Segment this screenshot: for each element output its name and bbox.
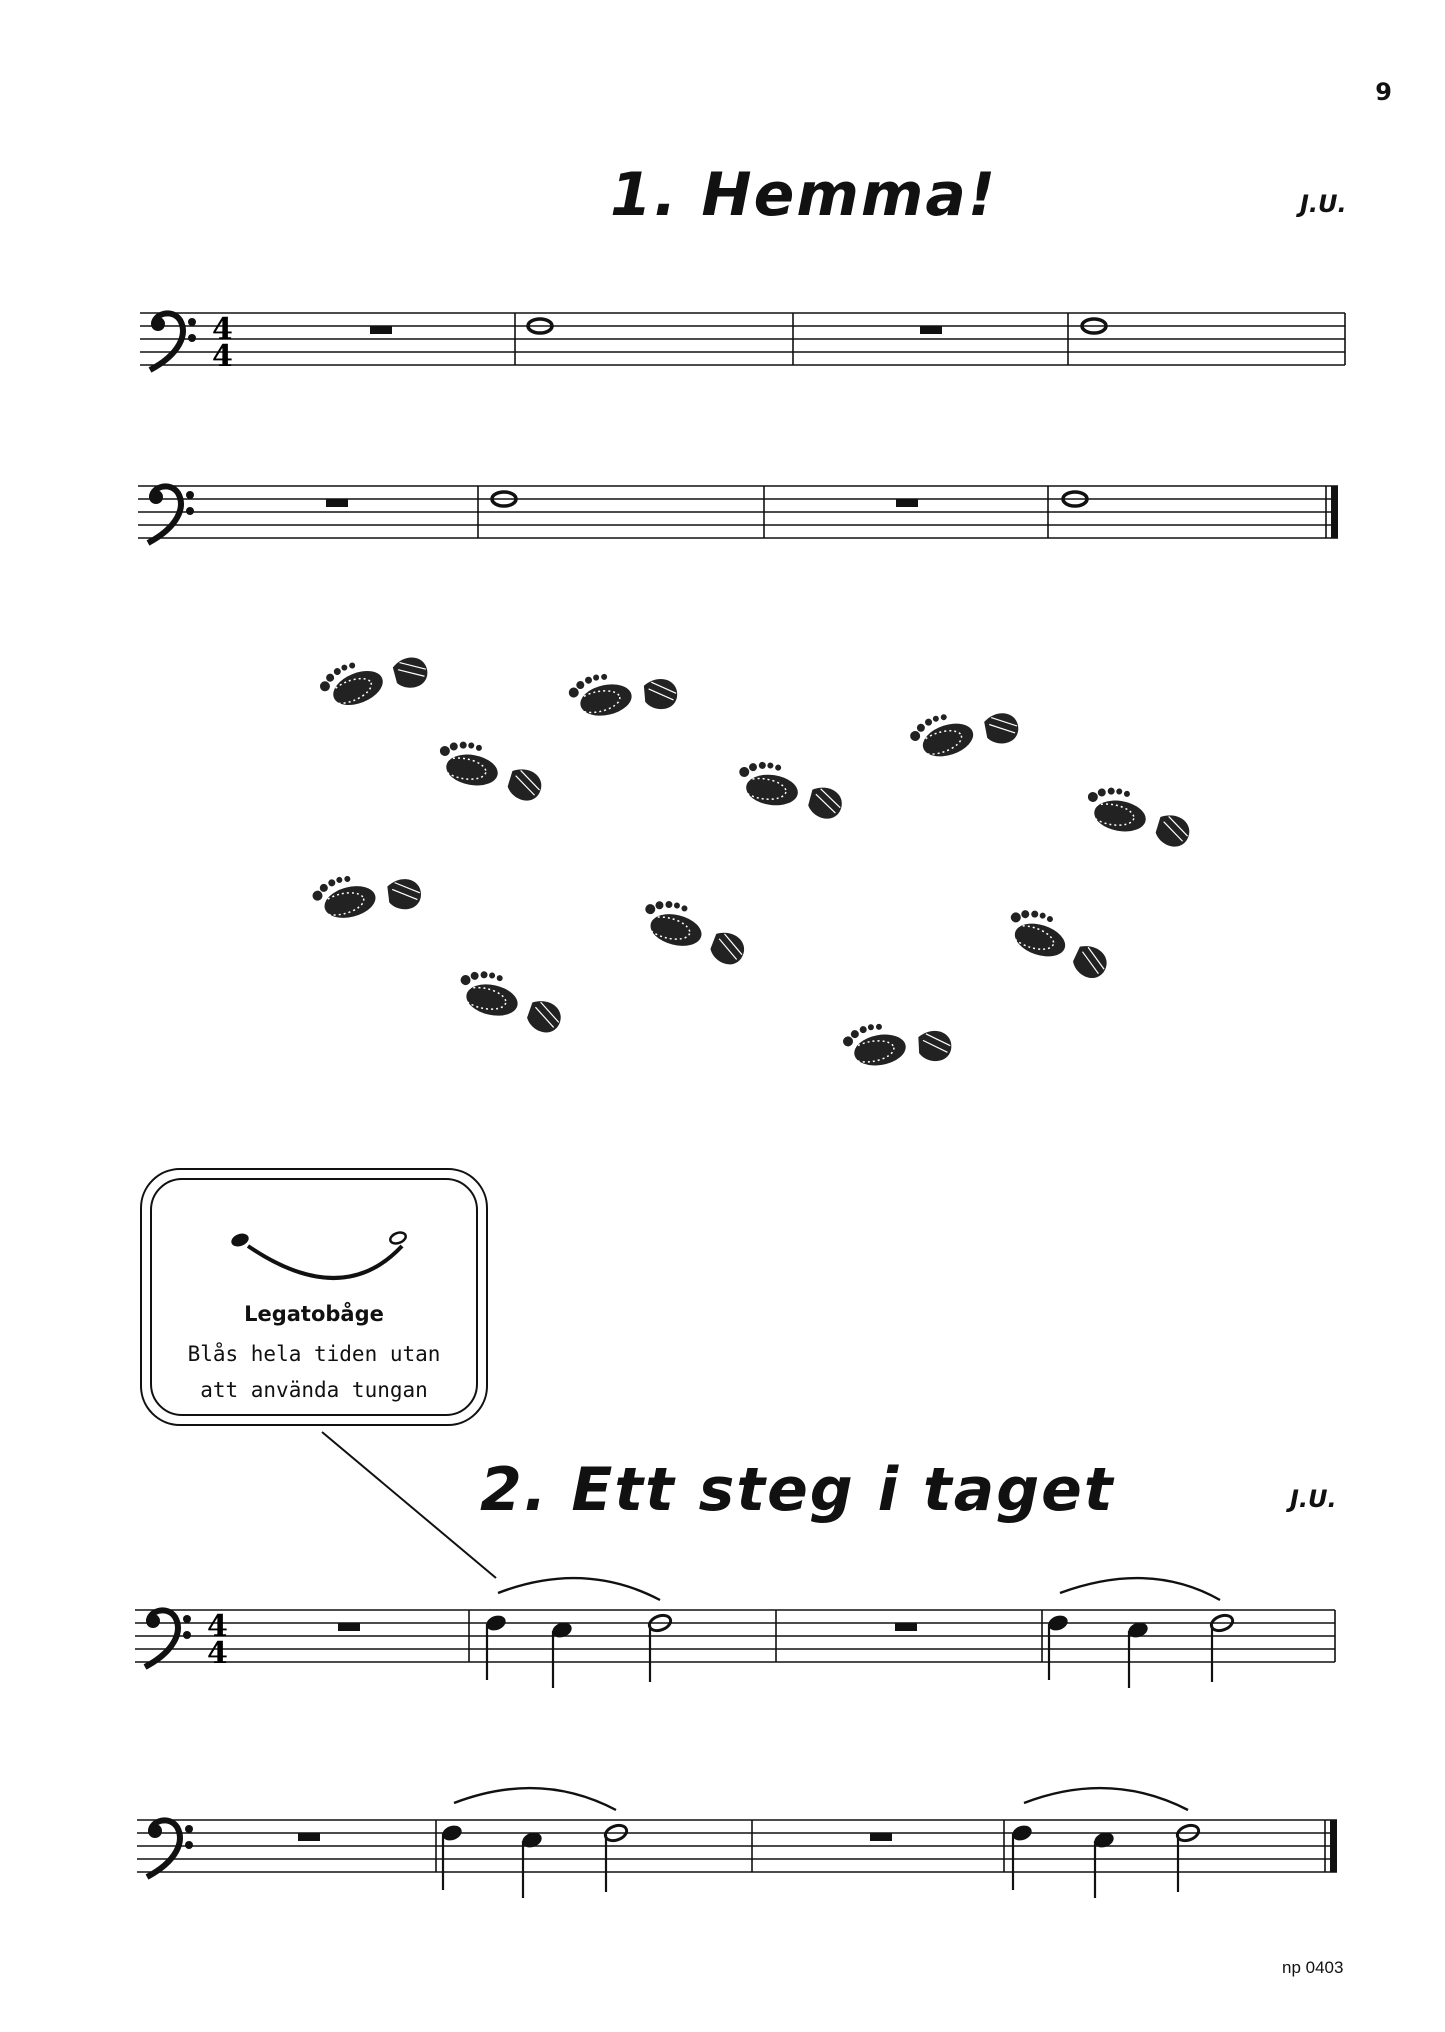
slur: [498, 1578, 660, 1600]
staff-4: [137, 1820, 1337, 1872]
whole-rest-icon: [298, 1833, 320, 1841]
footprint-icon: [906, 692, 1022, 770]
footprint-icon: [566, 659, 680, 728]
slur: [1060, 1578, 1220, 1600]
footprint-icon: [1000, 904, 1116, 982]
final-barline: [1330, 1820, 1337, 1872]
whole-rest-icon: [920, 326, 942, 334]
staff-2: [138, 486, 1338, 538]
slur: [454, 1788, 616, 1810]
footprint-icon: [1082, 783, 1195, 849]
legato-text-line-2: att använda tungan: [200, 1378, 428, 1402]
bass-clef-icon: [148, 486, 194, 543]
bass-clef-icon: [147, 1820, 193, 1877]
legato-pointer-line: [322, 1432, 496, 1578]
final-barline: [1331, 486, 1338, 538]
legato-heading: Legatobåge: [244, 1302, 384, 1326]
footprints-illustration: [310, 636, 1195, 1076]
footprint-icon: [310, 859, 425, 931]
footprint-icon: [453, 966, 567, 1035]
composer-2: J.U.: [1290, 1485, 1337, 1513]
catalog-code: np 0403: [1282, 1958, 1344, 1977]
footprint-icon: [841, 1011, 954, 1077]
staff-1: [140, 313, 1345, 365]
whole-rest-icon: [338, 1623, 360, 1631]
whole-rest-icon: [370, 326, 392, 334]
time-signature-top: 4: [212, 312, 233, 347]
footprint-icon: [637, 895, 752, 967]
whole-rest-icon: [896, 499, 918, 507]
slur: [1024, 1788, 1188, 1810]
bass-clef-icon: [145, 1610, 191, 1667]
time-signature-top: 4: [207, 1609, 228, 1644]
composer-1: J.U.: [1300, 190, 1347, 218]
whole-rest-icon: [326, 499, 348, 507]
piece-title-1: 1. Hemma!: [610, 160, 998, 230]
footprint-icon: [315, 636, 431, 720]
bass-clef-icon: [150, 313, 196, 370]
footprint-icon: [734, 758, 846, 820]
piece-title-2: 2. Ett steg i taget: [480, 1455, 1115, 1525]
footprint-icon: [434, 737, 547, 803]
legato-text-line-1: Blås hela tiden utan: [187, 1342, 441, 1366]
whole-rest-icon: [895, 1623, 917, 1631]
staff-3: [135, 1610, 1335, 1662]
time-signature-bottom: 4: [212, 339, 233, 374]
whole-rest-icon: [870, 1833, 892, 1841]
page-number: 9: [1375, 78, 1392, 106]
time-signature-bottom: 4: [207, 1636, 228, 1671]
